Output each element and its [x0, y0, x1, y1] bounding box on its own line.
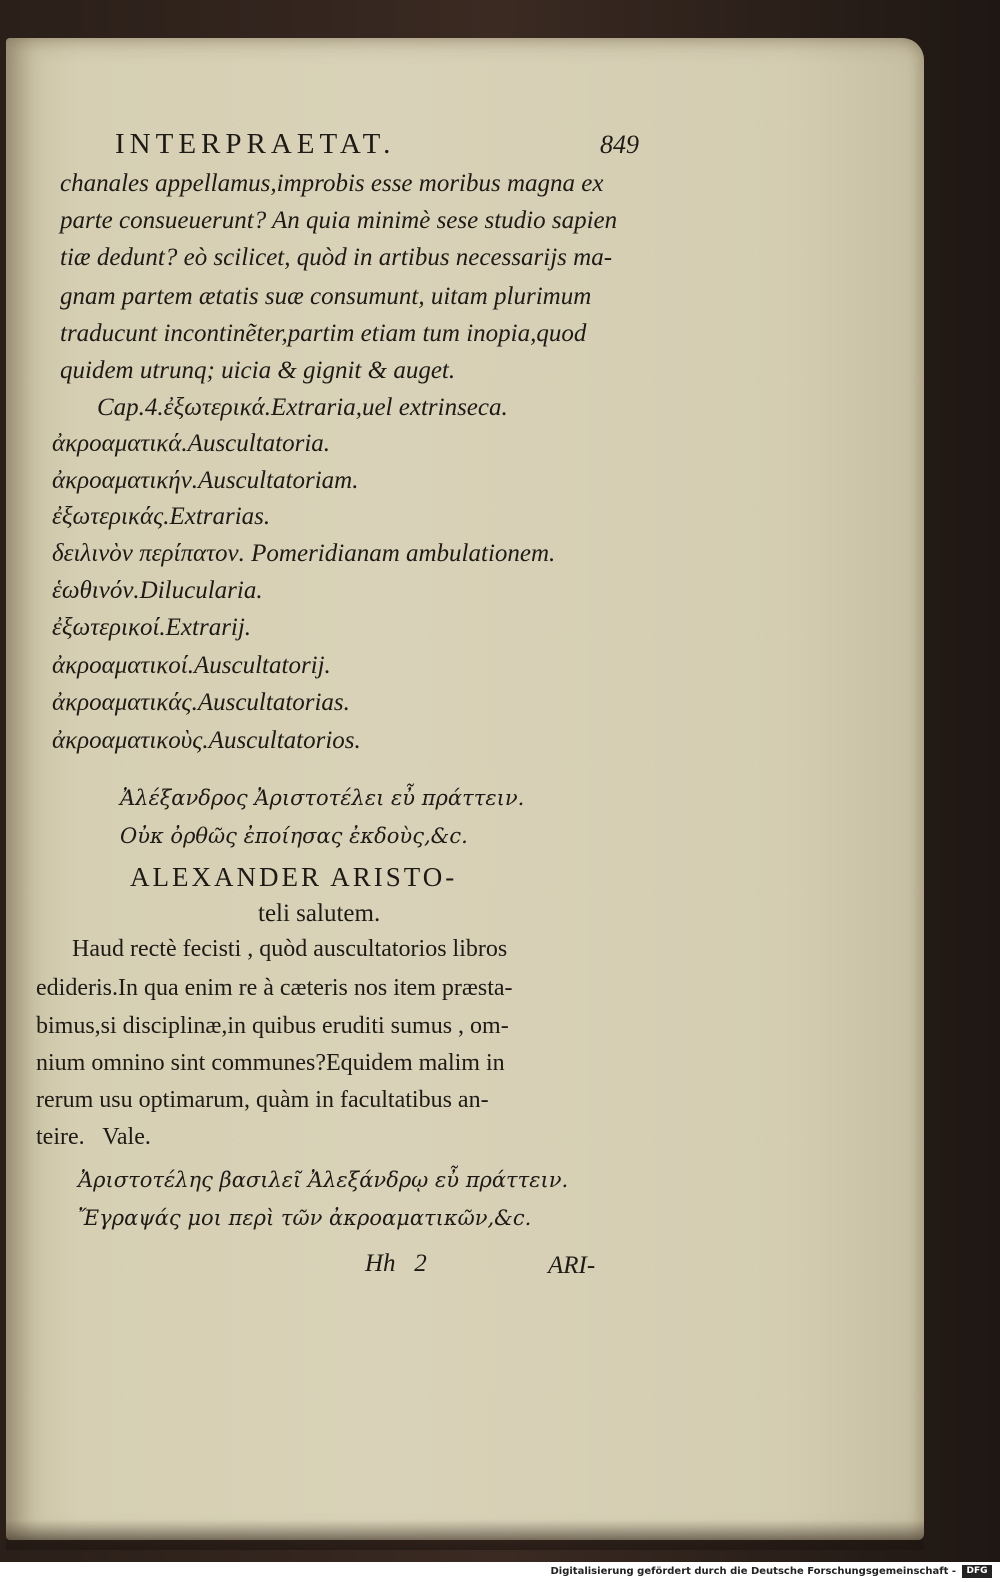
- body-line: gnam partem ætatis suæ consumunt, uitam plurimum: [60, 283, 592, 310]
- letter-line: teire. Vale.: [36, 1124, 151, 1150]
- body-line: tiæ dedunt? eò scilicet, quòd in artibus necessarijs ma-: [60, 244, 613, 271]
- letter-line: rerum usu optimarum, quàm in facultatibus an-: [36, 1087, 489, 1113]
- signature-mark: Hh 2: [365, 1250, 427, 1277]
- footer-credit: Digitalisierung gefördert durch die Deutsche Forschungsgemeinschaft -: [550, 1566, 956, 1577]
- glossary-line: ἀκροαματικήν.Auscultatoriam.: [52, 467, 359, 494]
- glossary-line: ἀκροαματικοί.Auscultatorij.: [52, 652, 331, 679]
- greek-letter-line: Ἀλέξανδρος Ἀριστοτέλει εὖ πράττειν.: [120, 786, 525, 810]
- glossary-line: ἀκροαματικάς.Auscultatorias.: [52, 689, 350, 716]
- greek-letter-line: Ἔγραψάς μοι περὶ τῶν ἀκροαματικῶν,&c.: [78, 1206, 532, 1230]
- catchword: ARI-: [548, 1252, 596, 1279]
- glossary-line: ἀκροαματικοὺς.Auscultatorios.: [52, 727, 361, 754]
- body-line: traducunt incontinẽter,partim etiam tum inopia,quod: [60, 320, 587, 347]
- letter-line: edideris.In qua enim re à cæteris nos item præsta-: [36, 975, 513, 1001]
- body-line: chanales appellamus,improbis esse moribus magna ex: [60, 170, 604, 197]
- page-number: 849: [600, 130, 639, 159]
- glossary-line: ἑωθινόν.Dilucularia.: [52, 577, 263, 604]
- glossary-line: ἐξωτερικάς.Extrarias.: [52, 503, 271, 530]
- glossary-line: ἐξωτερικοί.Extrarij.: [52, 614, 252, 641]
- greek-letter-line: Οὐκ ὀρθῶς ἐποίησας ἐκδοὺς,&c.: [120, 824, 468, 848]
- page-edge-shadow: [6, 1520, 924, 1550]
- running-head: INTERPRAETAT.: [115, 128, 396, 160]
- glossary-line: ἀκροαματικά.Auscultatoria.: [52, 430, 331, 457]
- dfg-logo: DFG: [962, 1565, 992, 1578]
- greek-letter-line: Ἀριστοτέλης βασιλεῖ Ἀλεξάνδρῳ εὖ πράττειν.: [78, 1168, 569, 1192]
- glossary-line: δειλινὸν περίπατον. Pomeridianam ambulationem.: [52, 540, 556, 567]
- glossary-line: Cap.4.ἐξωτερικά.Extraria,uel extrinseca.: [97, 394, 508, 421]
- letter-heading: teli salutem.: [258, 900, 381, 927]
- letter-line: bimus,si disciplinæ,in quibus eruditi sumus , om-: [36, 1013, 509, 1039]
- body-line: quidem utrunq; uicia & gignit & auget.: [60, 357, 456, 384]
- letter-line: Haud rectè fecisti , quòd auscultatorios libros: [72, 936, 508, 962]
- body-line: parte consueuerunt? An quia minimè sese studio sapien: [60, 207, 618, 234]
- letter-line: nium omnino sint communes?Equidem malim in: [36, 1050, 505, 1076]
- letter-heading: ALEXANDER ARISTO-: [130, 862, 458, 892]
